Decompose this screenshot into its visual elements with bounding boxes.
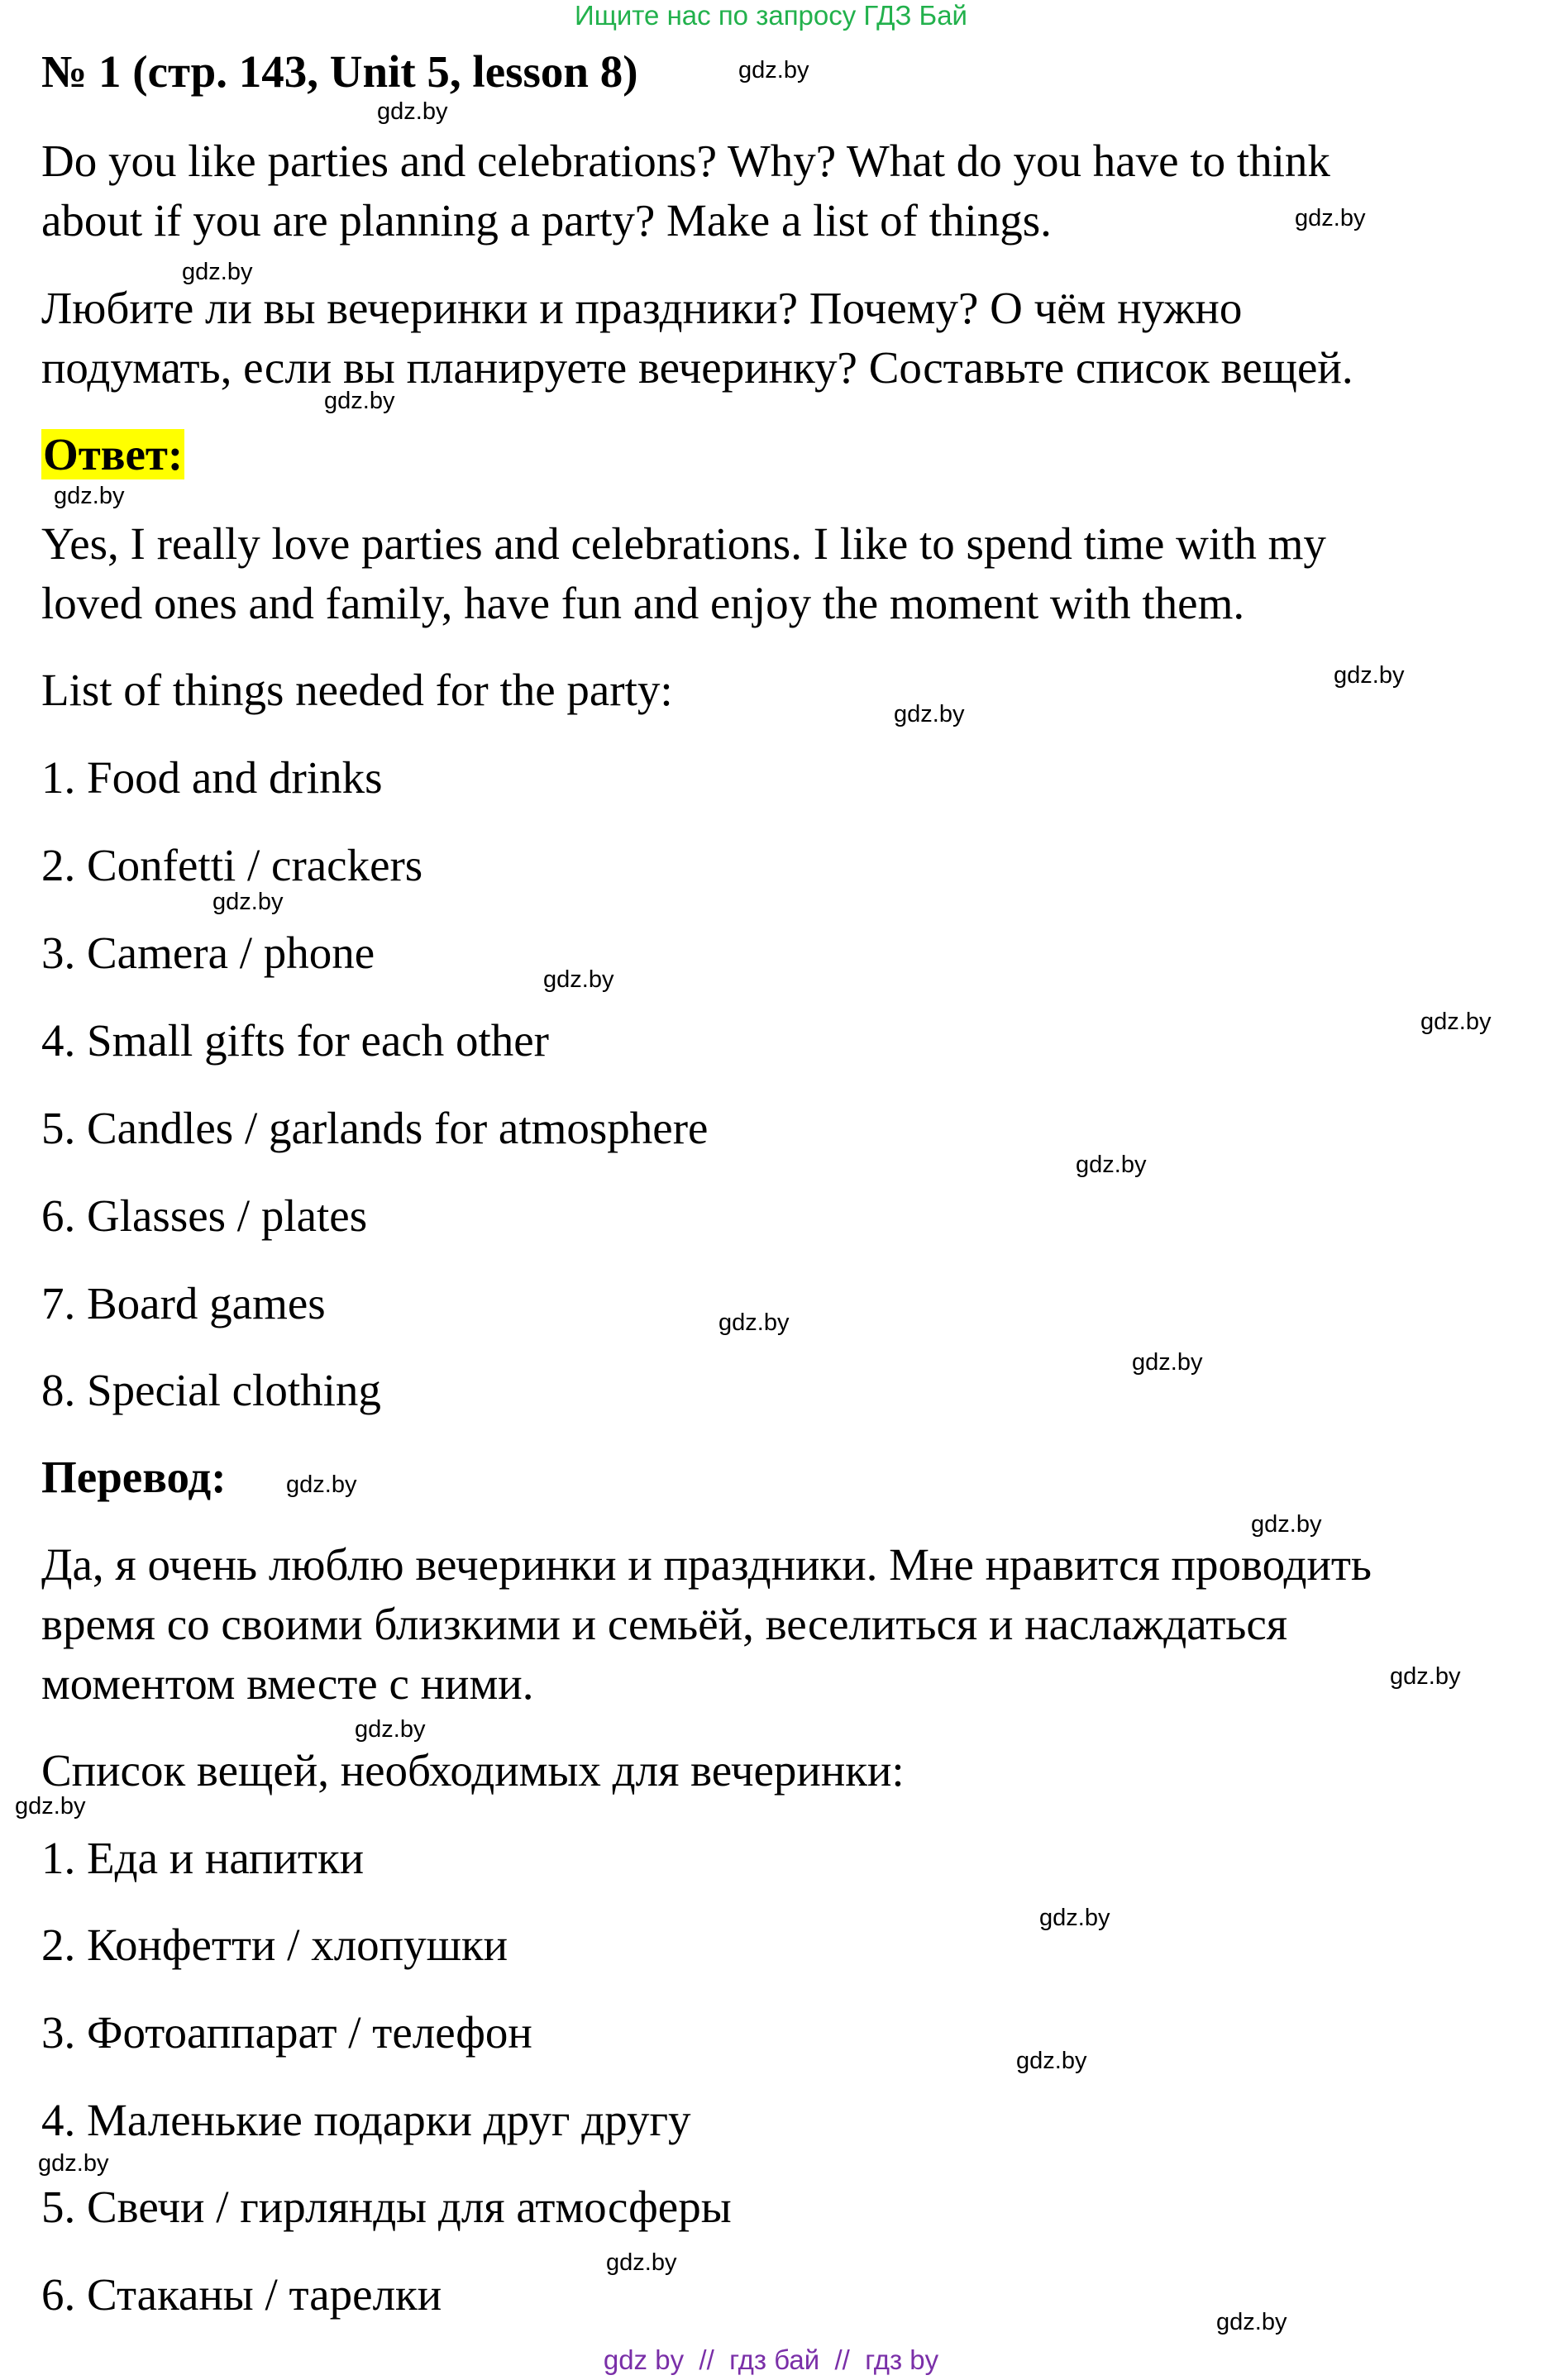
watermark-text: gdz.by xyxy=(1334,662,1405,689)
footer-link-gdz-by[interactable]: gdz by xyxy=(603,2344,685,2375)
watermark-text: gdz.by xyxy=(718,1309,790,1336)
watermark-text: gdz.by xyxy=(1390,1663,1461,1690)
answer-line-2: loved ones and family, have fun and enjoy the moment with them. xyxy=(41,578,1245,628)
answer-list-item: 2. Confetti / crackers xyxy=(41,840,423,890)
watermark-text: gdz.by xyxy=(212,889,284,915)
answer-label: Ответ: xyxy=(43,429,184,479)
question-en-line-2: about if you are planning a party? Make a list of things. xyxy=(41,195,1052,246)
watermark-text: gdz.by xyxy=(1016,2048,1087,2074)
watermark-text: gdz.by xyxy=(377,98,448,125)
answer-line-1: Yes, I really love parties and celebrations. I like to spend time with my xyxy=(41,518,1326,569)
question-en-line-1: Do you like parties and celebrations? Why? What do you have to think xyxy=(41,136,1330,186)
translation-line-1: Да, я очень люблю вечеринки и праздники. Мне нравится проводить xyxy=(41,1539,1373,1590)
footer-link-gdz-by-cyr[interactable]: гдз by xyxy=(865,2344,939,2375)
answer-list-item: 1. Food and drinks xyxy=(41,752,383,803)
page-title: № 1 (стр. 143, Unit 5, lesson 8) xyxy=(41,46,638,97)
watermark-text: gdz.by xyxy=(54,483,125,509)
watermark-text: gdz.by xyxy=(1420,1009,1492,1035)
answer-list-item: 7. Board games xyxy=(41,1278,326,1328)
translation-list-item: 4. Маленькие подарки друг другу xyxy=(41,2095,691,2145)
question-ru-line-1: Любите ли вы вечеринки и праздники? Почему? О чём нужно xyxy=(41,283,1243,333)
watermark-text: gdz.by xyxy=(286,1471,357,1498)
question-ru-line-2: подумать, если вы планируете вечеринку? Составьте список вещей. xyxy=(41,342,1353,393)
footer-links xyxy=(0,2344,1542,2377)
watermark-text: gdz.by xyxy=(15,1793,86,1820)
watermark-text: gdz.by xyxy=(606,2249,677,2276)
translation-list-item: 3. Фотоаппарат / телефон xyxy=(41,2007,532,2058)
translation-label: Перевод: xyxy=(41,1452,227,1502)
answer-list-item: 8. Special clothing xyxy=(41,1365,381,1415)
watermark-text: gdz.by xyxy=(182,259,253,285)
watermark-text: gdz.by xyxy=(1076,1152,1147,1178)
watermark-text: gdz.by xyxy=(1295,205,1366,231)
top-search-link[interactable]: Ищите нас по запросу ГДЗ Бай xyxy=(575,0,967,31)
answer-label-row xyxy=(41,426,184,484)
watermark-text: gdz.by xyxy=(894,701,965,727)
answer-list-title: List of things needed for the party: xyxy=(41,665,673,715)
footer-link-gdz-bai[interactable]: гдз бай xyxy=(729,2344,820,2375)
translation-list-item: 5. Свечи / гирлянды для атмосферы xyxy=(41,2182,732,2232)
watermark-text: gdz.by xyxy=(738,57,809,83)
watermark-text: gdz.by xyxy=(355,1716,426,1743)
footer-separator: // xyxy=(699,2344,714,2375)
translation-list-item: 2. Конфетти / хлопушки xyxy=(41,1920,508,1970)
footer-separator: // xyxy=(834,2344,850,2375)
translation-list-item: 6. Стаканы / тарелки xyxy=(41,2269,442,2320)
watermark-text: gdz.by xyxy=(1039,1905,1110,1931)
translation-line-3: моментом вместе с ними. xyxy=(41,1658,534,1709)
watermark-text: gdz.by xyxy=(324,388,395,414)
answer-list-item: 6. Glasses / plates xyxy=(41,1190,368,1241)
answer-list-item: 3. Camera / phone xyxy=(41,928,375,978)
watermark-text: gdz.by xyxy=(1132,1349,1203,1376)
answer-list-item: 5. Candles / garlands for atmosphere xyxy=(41,1103,709,1153)
translation-list-item: 1. Еда и напитки xyxy=(41,1833,365,1883)
watermark-text: gdz.by xyxy=(1216,2309,1287,2335)
translation-list-title: Список вещей, необходимых для вечеринки: xyxy=(41,1745,905,1796)
translation-line-2: время со своими близкими и семьёй, веселиться и наслаждаться xyxy=(41,1599,1288,1649)
watermark-text: gdz.by xyxy=(543,966,614,993)
watermark-text: gdz.by xyxy=(38,2150,109,2177)
answer-list-item: 4. Small gifts for each other xyxy=(41,1015,549,1066)
watermark-text: gdz.by xyxy=(1251,1511,1322,1538)
